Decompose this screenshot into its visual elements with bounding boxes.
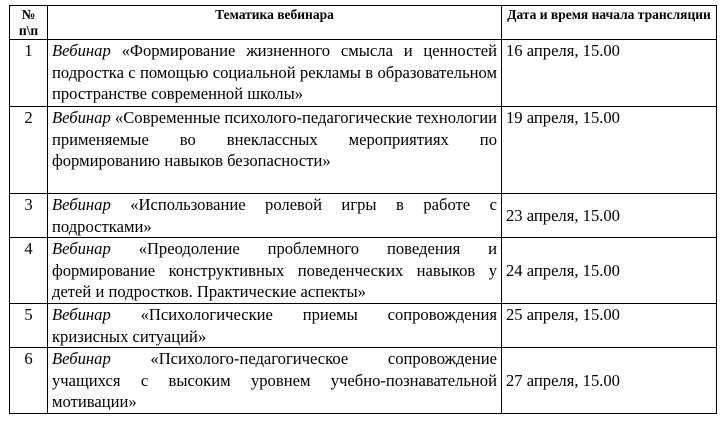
table-row — [10, 348, 717, 414]
row-topic — [48, 107, 502, 194]
row-title: «Формирование жизненного смысла и ценностей подростка с помощью социальной рекламы в образовательном пространстве современной школы» — [52, 41, 497, 103]
row-datetime: 16 апреля, 15.00 — [502, 40, 717, 107]
table-row — [10, 238, 717, 304]
row-kind: Вебинар — [52, 239, 111, 258]
table-header-row — [10, 6, 717, 40]
row-datetime: 27 апреля, 15.00 — [502, 348, 717, 414]
row-topic — [48, 348, 502, 414]
header-number: № п\п — [10, 6, 48, 40]
table-row — [10, 194, 717, 238]
row-topic — [48, 40, 502, 107]
row-number: 6 — [10, 348, 48, 414]
table-row — [10, 107, 717, 194]
header-datetime: Дата и время начала трансляции — [502, 6, 717, 40]
row-number: 1 — [10, 40, 48, 107]
row-title: «Современные психолого-педагогические технологии применяемые во внеклассных мероприятиях по формированию навыков безопасности» — [52, 108, 497, 170]
row-number: 4 — [10, 238, 48, 304]
row-datetime: 19 апреля, 15.00 — [502, 107, 717, 194]
row-title: «Преодоление проблемного поведения и формирование конструктивных поведенческих навыков у детей и подростков. Практические аспекты» — [52, 239, 497, 301]
row-datetime: 23 апреля, 15.00 — [502, 194, 717, 238]
row-topic — [48, 238, 502, 304]
row-kind: Вебинар — [52, 349, 111, 368]
row-kind: Вебинар — [52, 305, 111, 324]
table-row — [10, 40, 717, 107]
row-topic — [48, 304, 502, 348]
row-datetime: 25 апреля, 15.00 — [502, 304, 717, 348]
row-topic — [48, 194, 502, 238]
header-topic: Тематика вебинара — [48, 6, 502, 40]
row-datetime: 24 апреля, 15.00 — [502, 238, 717, 304]
row-kind: Вебинар — [52, 195, 111, 214]
row-kind: Вебинар — [52, 41, 111, 60]
row-number: 2 — [10, 107, 48, 194]
row-title: «Психолого-педагогическое сопровождение учащихся с высоким уровнем учебно-познавательной мотивации» — [52, 349, 497, 411]
row-title: «Психологические приемы сопровождения кризисных ситуаций» — [52, 305, 497, 346]
row-number: 3 — [10, 194, 48, 238]
table-row — [10, 304, 717, 348]
webinar-schedule-table — [9, 5, 717, 414]
row-number: 5 — [10, 304, 48, 348]
row-kind: Вебинар — [52, 108, 111, 127]
row-title: «Использование ролевой игры в работе с подростками» — [52, 195, 497, 236]
